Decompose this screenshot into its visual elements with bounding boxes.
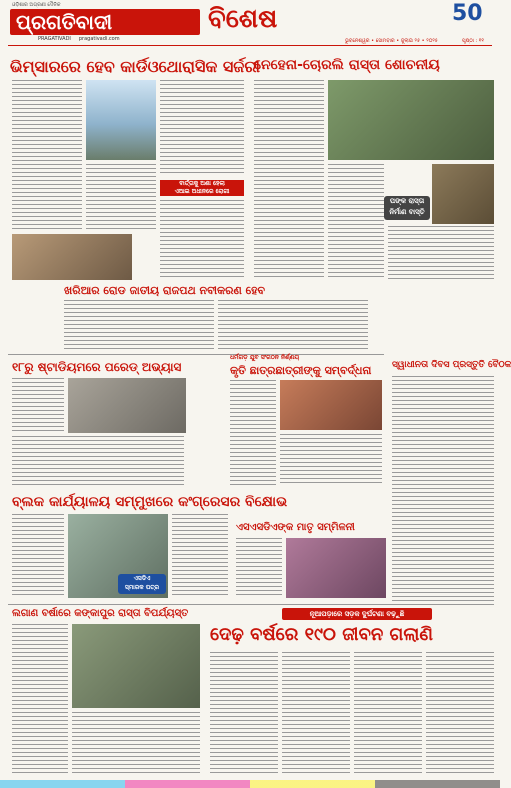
story-text xyxy=(210,652,278,774)
meeting-photo-2 xyxy=(286,538,386,598)
logo-subtitle: PRAGATIVADI pragativadi.com xyxy=(38,36,120,42)
logo xyxy=(10,9,200,35)
headline-congress-protest: ବ୍ଲକ କାର୍ଯ୍ୟାଳୟ ସମ୍ମୁଖରେ କଂଗ୍ରେସର ବିକ୍ଷୋଭ xyxy=(12,494,288,510)
section-title: ବିଶେଷ xyxy=(208,4,278,34)
story-text xyxy=(64,300,214,350)
masthead-rule xyxy=(8,45,492,46)
headline-nehena-road: ନେହେନା-ଚୋରଲି ରାସ୍ତା ଶୋଚନୀୟ xyxy=(254,57,440,73)
story-kicker: ଧର୍ମଗଡ଼ ଯୁବ ସଂଗଠନ ନିର୍ଣ୍ଣୟ xyxy=(230,354,300,361)
story-text xyxy=(354,652,422,774)
headline-ssda-meeting: ଏସଏସଡିଏଙ୍କ ମାତୃ ସମ୍ମିଳନୀ xyxy=(236,522,355,533)
story-text xyxy=(328,164,384,280)
story-text xyxy=(160,80,244,175)
road-photo xyxy=(328,80,494,160)
masthead-tagline: ଓଡ଼ିଶାର ଅଗ୍ରଣୀ ଦୈନିକ xyxy=(12,2,61,8)
page-number: ପୃଷ୍ଠା : ୧୧ xyxy=(462,38,484,44)
story-text xyxy=(236,538,282,598)
story-text xyxy=(392,376,494,606)
dateline: ଭୁବନେଶ୍ୱର • ସୋମବାର • ଜୁଲାଇ ୨୫ • ୨୦୨୫ xyxy=(345,38,438,44)
divider xyxy=(8,604,492,605)
headline-road-accidents: ଦେଢ଼ ବର୍ଷରେ ୧୯୦ ଜୀବନ ଗଲାଣି xyxy=(210,624,433,645)
story-text xyxy=(12,378,64,433)
story-text xyxy=(86,164,156,230)
headline-bhimsar: ଭିମ୍ସାରରେ ହେବ କାର୍ଡିଓଥୋରାସିକ ସର୍ଜରୀ xyxy=(10,57,260,76)
anniversary-logo: 50 xyxy=(452,1,483,26)
headline-independence-day: ସ୍ୱାଧୀନତା ଦିବସ ପ୍ରସ୍ତୁତି ବୈଠକ xyxy=(392,360,511,370)
print-color-bar xyxy=(0,780,500,788)
headline-kharia-road: ଖରିଆର ରୋଡ ଜାତୀୟ ରାଜପଥ ନବୀକରଣ ହେବ xyxy=(64,284,266,297)
road-photo-2 xyxy=(432,164,494,224)
story-text xyxy=(388,226,494,280)
story-text xyxy=(426,652,494,774)
meeting-photo xyxy=(12,234,132,280)
story-badge: ପଙ୍କ ରାସ୍ତା ନିର୍ମାଣ ବାସ୍ତି xyxy=(384,196,430,220)
story-text xyxy=(12,624,68,774)
story-text xyxy=(12,514,64,598)
headline-student-felicitation: କୃତି ଛାତ୍ରଛାତ୍ରୀଙ୍କୁ ସମ୍ବର୍ଦ୍ଧନା xyxy=(230,364,372,377)
photo-caption-tag: ବାର୍ତ୍ତାକୁ ଅଣା ହେଲା ଏଆଇ ଅଧୀନରେ ରୋଗୀ xyxy=(160,180,244,196)
headline-stadium-parade: ୧୮ରୁ ଷ୍ଟାଡିୟମରେ ପରେଡ୍ ଅଭ୍ୟାସ xyxy=(12,360,182,374)
story-text xyxy=(218,300,368,350)
story-text xyxy=(254,80,324,280)
parade-photo xyxy=(68,378,186,433)
headline-kankapur-road: ଲଗାଣ ବର୍ଷାରେ କଙ୍କାପୁର ରାସ୍ତା ବିପର୍ଯ୍ୟସ୍ତ xyxy=(12,608,189,619)
story-kicker-accident: ନୂଆପଡ଼ାରେ ସଡ଼କ ଦୁର୍ଘଟଣା ବଢ଼ୁଛି xyxy=(282,608,432,620)
rain-road-photo xyxy=(72,624,200,708)
story-text xyxy=(72,712,200,774)
logo-text: ପ୍ରଗତିବାଦୀ xyxy=(16,10,113,34)
story-text xyxy=(160,200,244,280)
story-text xyxy=(172,514,228,598)
masthead xyxy=(0,0,500,46)
story-text xyxy=(280,434,382,486)
students-photo xyxy=(280,380,382,430)
story-text xyxy=(282,652,350,774)
story-text xyxy=(230,380,276,486)
hospital-photo xyxy=(86,80,156,160)
story-text xyxy=(12,80,82,230)
story-text xyxy=(12,436,184,486)
protest-photo-tag: ଏସଡିଏ ସ୍ମାରକ ପତ୍ର xyxy=(118,574,166,594)
